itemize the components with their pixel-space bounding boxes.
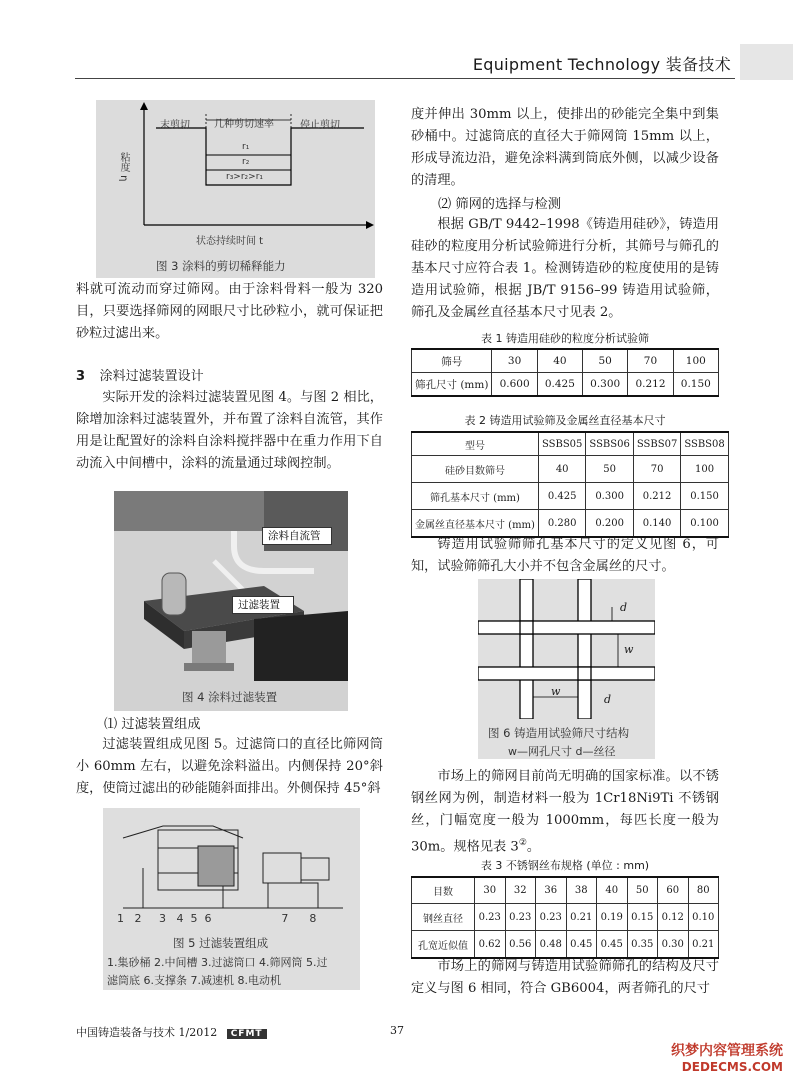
right-paragraph-2: 铸造用试验筛筛孔基本尺寸的定义见图 6，可知，试验筛筛孔大小并不包含金属丝的尺寸。 [411,537,719,574]
table-cell: 100 [681,456,728,483]
table-cell: SSBS05 [538,432,585,456]
table-cell: 0.21 [688,931,719,959]
table-cell: 0.140 [633,510,680,538]
table-3 [411,876,719,959]
table-cell: 0.100 [681,510,728,538]
table-cell: 80 [688,877,719,904]
watermark [671,1040,783,1074]
figure-3 [96,100,375,278]
right-paragraph-last [411,956,719,1000]
subsection-2-paragraph [411,214,719,324]
figure-3-x-axis-label: 状态持续时间 t [196,236,264,247]
table-cell: 100 [673,349,718,373]
watermark-line-1: 织梦内容管理系统 [671,1043,783,1059]
section-3-paragraph [76,387,383,475]
figure-5-part-numbers: 1 2 3 4 5 6 7 8 [117,912,317,925]
figure-3-label-last-shear: 末剪切 [160,120,190,131]
table-cell: 0.45 [566,931,597,959]
right-paragraph-mid [411,534,719,578]
table-row [412,349,719,373]
figure-6-w-label-bottom: w [551,685,561,698]
figure-6-d-label-bottom: d [604,693,612,706]
table-cell: 金属丝直径基本尺寸 (mm) [412,510,539,538]
table-cell: 0.425 [537,373,582,397]
table-cell: 0.300 [586,483,633,510]
table-cell: 30 [492,349,537,373]
table-cell: 0.10 [688,904,719,931]
table-1-caption: 表 1 铸造用硅砂的粒度分析试验筛 [481,332,649,345]
table-cell: 36 [536,877,567,904]
table-cell: 0.300 [583,373,628,397]
subsection-2-text: 根据 GB/T 9442–1998《铸造用硅砂》，铸造用硅砂的粒度用分析试验筛进行分析，其筛号与筛孔的基本尺寸应符合表 1。检测铸造砂的粒度使用的是铸造用试验筛，根据 JB/T 9156–99 铸造用试验筛，筛孔及金属丝直径基本尺寸见表 2。 [411,217,719,320]
right-paragraph-market [411,766,719,858]
table-2 [411,431,729,538]
table-cell: 0.45 [597,931,628,959]
table-row [412,877,719,904]
table-row [412,510,729,538]
table-cell: 0.56 [505,931,536,959]
table-cell: 50 [627,877,658,904]
subsection-2-heading: ⑵ 筛网的选择与检测 [438,197,561,212]
header-corner-block [740,44,793,80]
table-cell: 0.23 [536,904,567,931]
right-paragraph-1: 度并伸出 30mm 以上，使排出的砂能完全集中到集砂桶中。过滤筒底的直径大于筛网筒 15mm 以上，形成导流边沿，避免涂料满到筒底外侧，以减少设备的清理。 [411,107,719,188]
table-cell: SSBS08 [681,432,728,456]
table-cell: 型号 [412,432,539,456]
table-cell: 0.425 [538,483,585,510]
figure-3-r-order-label: r₃>r₂>r₁ [226,172,264,182]
table-cell: 40 [537,349,582,373]
table-3-caption: 表 3 不锈钢丝布规格 (单位 : mm) [480,859,650,872]
footer-journal-name: 中国铸造装备与技术 1/2012 [76,1026,218,1039]
table-1 [411,348,719,397]
footnote-marker: ② [518,838,527,848]
table-cell: 筛孔尺寸 (mm) [412,373,492,397]
table-cell: 32 [505,877,536,904]
table-cell: 0.212 [628,373,673,397]
table-cell: 孔宽近似值 [412,931,475,959]
footer-journal [76,1024,267,1040]
figure-6-d-label-top: d [620,601,628,614]
table-cell: 38 [566,877,597,904]
table-cell: 0.35 [627,931,658,959]
footer-page-number: 37 [390,1024,404,1037]
table-cell: 0.21 [566,904,597,931]
right-paragraph-4: 市场上的筛网与铸造用试验筛筛孔的结构及尺寸定义与图 6 相同，符合 GB6004，两者筛孔的尺寸 [411,959,719,996]
figure-4 [114,491,348,711]
table-cell: 硅砂目数筛号 [412,456,539,483]
section-3-number: 3 [76,369,86,384]
figure-5-legend-line-1: 1.集砂桶 2.中间槽 3.过滤筒口 4.筛网筒 5.过 [107,956,328,969]
table-cell: 40 [597,877,628,904]
figure-3-r2-label: r₂ [242,157,250,167]
figure-3-caption: 图 3 涂料的剪切稀释能力 [156,259,286,273]
section-3-title: 涂料过滤装置设计 [99,369,204,384]
table-cell: 30 [475,877,506,904]
table-row [412,456,729,483]
table-row [412,373,719,397]
table-cell: 0.150 [673,373,718,397]
table-cell: 0.23 [505,904,536,931]
figure-3-label-shear-rates: 几种剪切速率 [214,119,274,130]
subsection-1-text: 过滤装置组成见图 5。过滤筒口的直径比筛网筒小 60mm 左右，以避免涂料溢出。内侧保持 20°斜度，使筒过滤出的砂能随斜面排出。外侧保持 45°斜 [76,737,383,796]
table-cell: 0.150 [681,483,728,510]
table-cell: 0.19 [597,904,628,931]
table-cell: 0.600 [492,373,537,397]
market-text: 市场上的筛网目前尚无明确的国家标准。以不锈钢丝网为例，制造材料一般为 1Cr18Ni9Ti 不锈钢丝，门幅宽度一般为 1000mm，每匹长度一般为 30m。规格见表 3 [411,769,719,855]
figure-6 [478,579,655,759]
table-row [412,931,719,959]
table-cell: 筛孔基本尺寸 (mm) [412,483,539,510]
figure-3-label-stop-shear: 停止剪切 [300,120,340,131]
right-paragraph-top [411,104,719,192]
figure-6-legend: w—网孔尺寸 d—丝径 [508,745,616,758]
table-cell: 0.48 [536,931,567,959]
table-row [412,483,729,510]
table-row [412,432,729,456]
table-2-caption: 表 2 铸造用试验筛及金属丝直径基本尺寸 [464,414,666,427]
table-cell: 0.23 [475,904,506,931]
table-cell: 0.212 [633,483,680,510]
table-cell: SSBS06 [586,432,633,456]
header-title: Equipment Technology 装备技术 [472,55,731,74]
figure-3-r1-label: r₁ [242,142,250,152]
figure-5-legend-line-2: 滤筒底 6.支撑条 7.减速机 8.电动机 [107,974,281,987]
figure-6-caption: 图 6 铸造用试验筛尺寸结构 [488,726,630,740]
section-3-text: 实际开发的涂料过滤装置见图 4。与图 2 相比，除增加涂料过滤装置外，并布置了涂料自流管，其作用是让配置好的涂料自涂料搅拌器中在重力作用下自动流入中间槽中，涂料的流量通过球阀控制。 [76,390,383,471]
figure-5 [103,808,360,990]
table-cell: 0.12 [658,904,689,931]
section-3-heading [76,365,204,384]
table-cell: 40 [538,456,585,483]
figure-4-illustration [114,491,348,681]
subsection-1-heading: ⑴ 过滤装置组成 [104,717,201,732]
footer-logo: CFMT [227,1029,267,1039]
figure-5-drawing [103,808,360,918]
subsection-1-paragraph [76,734,383,800]
figure-4-pipe-label: 涂料自流管 [268,530,321,542]
table-cell: 50 [586,456,633,483]
left-paragraph-1: 料就可流动而穿过筛网。由于涂料骨料一般为 320 目，只要选择筛网的网眼尺寸比砂粒小，就可保证把砂粒过滤出来。 [76,282,383,341]
table-cell: 0.280 [538,510,585,538]
figure-4-filter-label: 过滤装置 [238,599,280,611]
left-paragraph-continued [76,279,383,345]
figure-6-w-label-side: w [624,643,634,656]
table-cell: 70 [628,349,673,373]
figure-3-y-axis-label: 粘度 η [118,152,129,182]
table-cell: 60 [658,877,689,904]
figure-4-caption: 图 4 涂料过滤装置 [182,690,278,704]
watermark-line-2: DEDECMS.COM [681,1060,783,1074]
market-text-end: 。 [526,839,541,855]
figure-5-caption: 图 5 过滤装置组成 [173,936,269,950]
table-cell: SSBS07 [633,432,680,456]
table-cell: 0.62 [475,931,506,959]
header-rule [75,78,735,79]
table-cell: 50 [583,349,628,373]
table-cell: 0.200 [586,510,633,538]
table-cell: 钢丝直径 [412,904,475,931]
table-cell: 目数 [412,877,475,904]
table-cell: 0.30 [658,931,689,959]
table-cell: 0.15 [627,904,658,931]
table-cell: 70 [633,456,680,483]
table-cell: 筛号 [412,349,492,373]
right-paragraph-3 [411,766,719,858]
table-row [412,904,719,931]
